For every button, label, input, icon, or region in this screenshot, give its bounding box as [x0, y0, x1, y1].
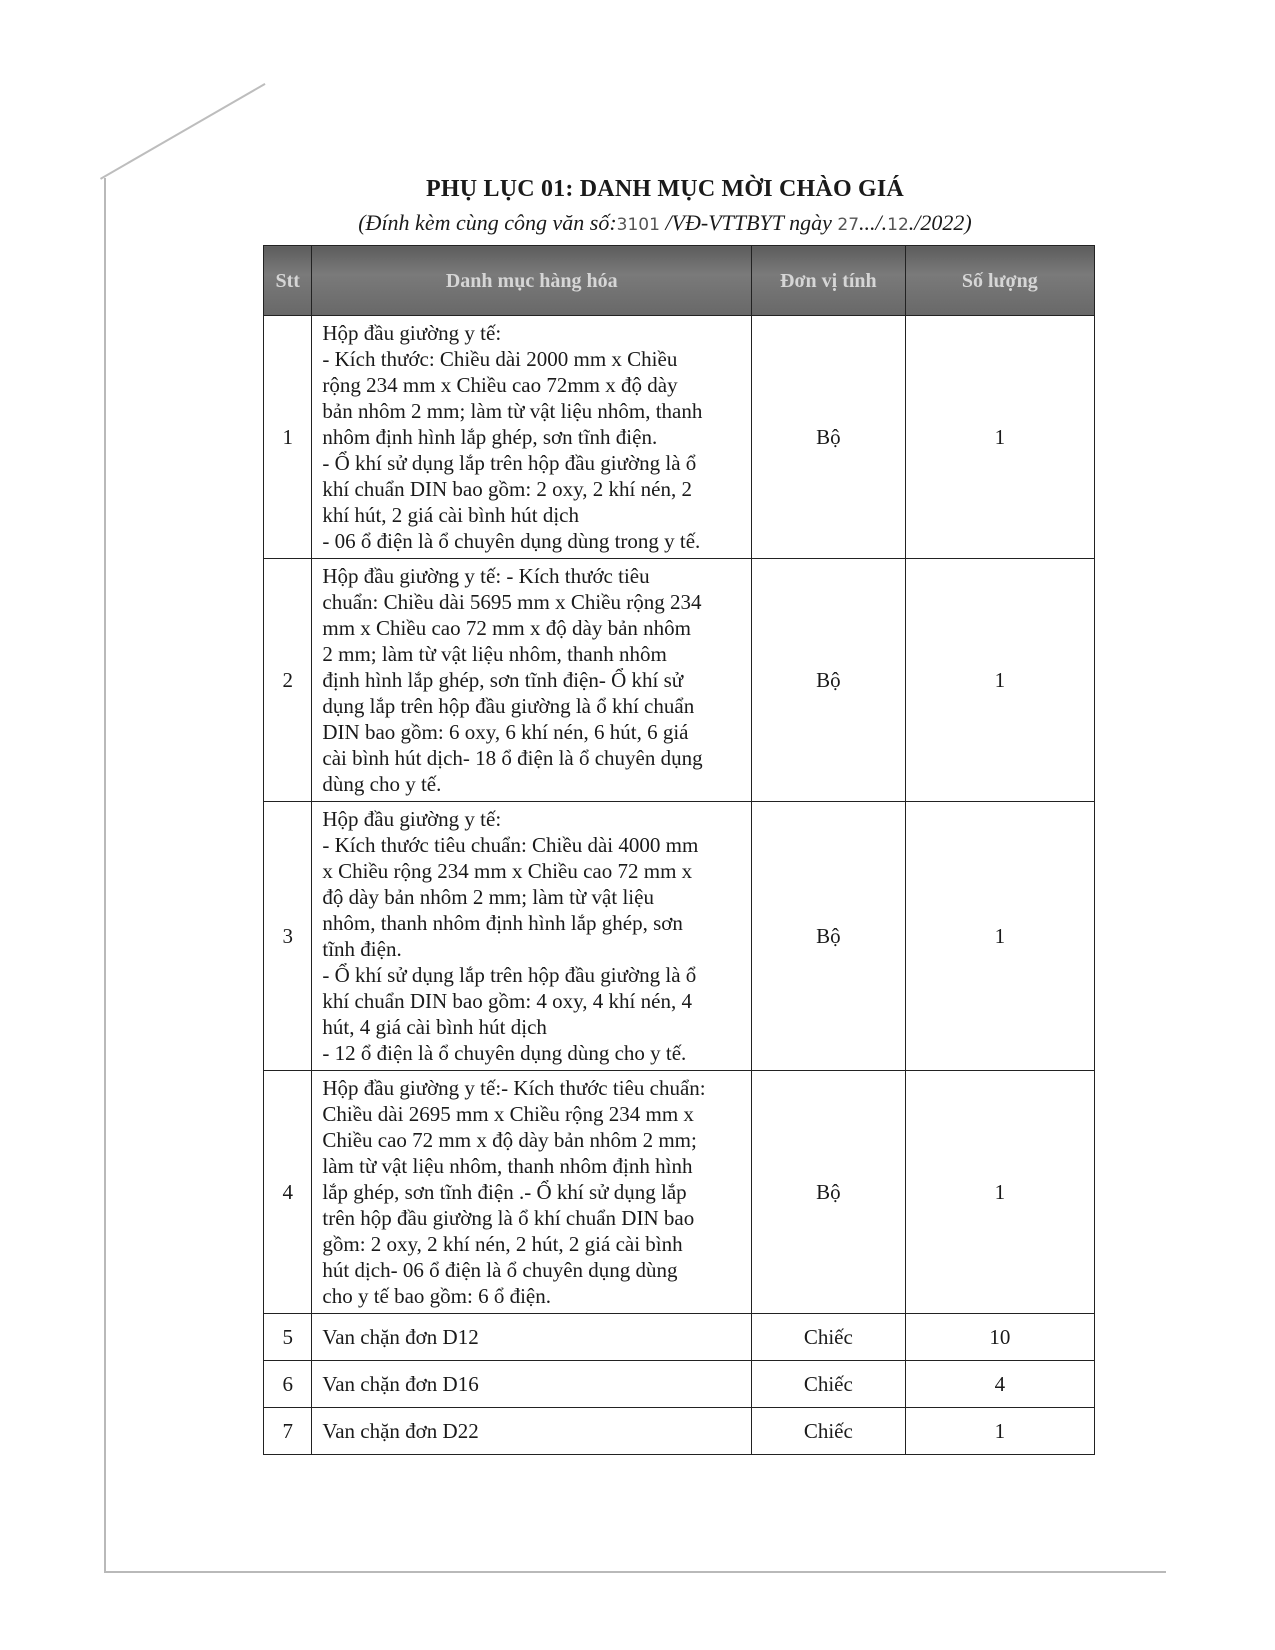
row-quantity: 1: [905, 802, 1094, 1071]
row-unit: Bộ: [752, 1071, 906, 1314]
row-stt: 5: [264, 1314, 312, 1361]
description-line: nhôm định hình lắp ghép, sơn tĩnh điện.: [322, 425, 658, 449]
description-line: Hộp đầu giường y tế:- Kích thước tiêu chuẩn:: [322, 1076, 706, 1100]
paper-edge-bottom: [104, 1571, 1166, 1573]
description-line: - Ổ khí sử dụng lắp trên hộp đầu giường là ổ: [322, 963, 697, 987]
description-line: cài bình hút dịch- 18 ổ điện là ổ chuyên dụng: [322, 746, 703, 770]
row-quantity: 1: [905, 1408, 1094, 1455]
row-description: [312, 1408, 752, 1455]
description-line: khí chuẩn DIN bao gồm: 4 oxy, 4 khí nén, 4: [322, 989, 692, 1013]
table-row: [264, 1314, 1095, 1361]
description-line: khí hút, 2 giá cài bình hút dịch: [322, 503, 579, 527]
row-quantity: 1: [905, 559, 1094, 802]
description-line: - Ổ khí sử dụng lắp trên hộp đầu giường là ổ: [322, 451, 697, 475]
description-line: khí chuẩn DIN bao gồm: 2 oxy, 2 khí nén, 2: [322, 477, 692, 501]
row-stt: 4: [264, 1071, 312, 1314]
subtitle-text-after: ./2022): [908, 210, 972, 235]
row-stt: 3: [264, 802, 312, 1071]
handwritten-document-number: 3101: [616, 215, 660, 235]
description-line: Van chặn đơn D22: [322, 1419, 479, 1443]
description-line: Hộp đầu giường y tế:: [322, 321, 502, 345]
description-line: độ dày bản nhôm 2 mm; làm từ vật liệu: [322, 885, 654, 909]
description-line: x Chiều rộng 234 mm x Chiều cao 72 mm x: [322, 859, 693, 883]
description-line: tĩnh điện.: [322, 937, 402, 961]
description-line: định hình lắp ghép, sơn tĩnh điện- Ổ khí sử: [322, 668, 684, 692]
row-stt: 1: [264, 316, 312, 559]
description-line: Hộp đầu giường y tế: - Kích thước tiêu: [322, 564, 650, 588]
description-line: cho y tế bao gồm: 6 ổ điện.: [322, 1284, 551, 1308]
row-unit: Bộ: [752, 559, 906, 802]
handwritten-month: 12: [887, 215, 909, 235]
description-line: làm từ vật liệu nhôm, thanh nhôm định hình: [322, 1154, 693, 1178]
description-line: dụng lắp trên hộp đầu giường là ổ khí chuẩn: [322, 694, 695, 718]
row-quantity: 4: [905, 1361, 1094, 1408]
description-line: Van chặn đơn D16: [322, 1372, 479, 1396]
row-quantity: 1: [905, 316, 1094, 559]
description-line: Hộp đầu giường y tế:: [322, 807, 502, 831]
row-unit: Bộ: [752, 316, 906, 559]
header-unit: Đơn vị tính: [752, 246, 906, 316]
header-stt: Stt: [264, 246, 312, 316]
row-description: [312, 1361, 752, 1408]
subtitle-date-separator: .../.: [859, 210, 888, 235]
row-description: [312, 1314, 752, 1361]
table-row: [264, 559, 1095, 802]
row-stt: 2: [264, 559, 312, 802]
table-row: [264, 316, 1095, 559]
description-line: nhôm, thanh nhôm định hình lắp ghép, sơn: [322, 911, 683, 935]
description-line: Chiều cao 72 mm x độ dày bản nhôm 2 mm;: [322, 1128, 697, 1152]
description-line: bản nhôm 2 mm; làm từ vật liệu nhôm, thanh: [322, 399, 703, 423]
table-row: [264, 1071, 1095, 1314]
description-line: hút, 4 giá cài bình hút dịch: [322, 1015, 547, 1039]
description-line: gồm: 2 oxy, 2 khí nén, 2 hút, 2 giá cài bình: [322, 1232, 683, 1256]
table-body: [264, 316, 1095, 1455]
table-row: [264, 802, 1095, 1071]
description-line: - 06 ổ điện là ổ chuyên dụng dùng trong y tế.: [322, 529, 701, 553]
document-subtitle: [0, 210, 1275, 236]
row-quantity: 1: [905, 1071, 1094, 1314]
description-line: mm x Chiều cao 72 mm x độ dày bản nhôm: [322, 616, 691, 640]
goods-table: [263, 245, 1095, 1455]
row-description: [312, 1071, 752, 1314]
row-unit: Bộ: [752, 802, 906, 1071]
description-line: trên hộp đầu giường là ổ khí chuẩn DIN bao: [322, 1206, 695, 1230]
row-description: [312, 802, 752, 1071]
subtitle-text-before: (Đính kèm cùng công văn số:: [358, 210, 617, 235]
description-line: hút dịch- 06 ổ điện là ổ chuyên dụng dùng: [322, 1258, 678, 1282]
description-line: 2 mm; làm từ vật liệu nhôm, thanh nhôm: [322, 642, 667, 666]
row-unit: Chiếc: [752, 1361, 906, 1408]
description-line: - Kích thước: Chiều dài 2000 mm x Chiều: [322, 347, 678, 371]
description-line: dùng cho y tế.: [322, 772, 442, 796]
description-line: - Kích thước tiêu chuẩn: Chiều dài 4000 mm: [322, 833, 699, 857]
subtitle-text-middle: /VĐ-VTTBYT ngày: [659, 210, 838, 235]
header-item: Danh mục hàng hóa: [312, 246, 752, 316]
description-line: chuẩn: Chiều dài 5695 mm x Chiều rộng 234: [322, 590, 702, 614]
document-title: PHỤ LỤC 01: DANH MỤC MỜI CHÀO GIÁ: [426, 176, 904, 202]
header-qty: Số lượng: [905, 246, 1094, 316]
row-stt: 7: [264, 1408, 312, 1455]
description-line: rộng 234 mm x Chiều cao 72mm x độ dày: [322, 373, 678, 397]
description-line: Van chặn đơn D12: [322, 1325, 479, 1349]
table-row: [264, 1408, 1095, 1455]
description-line: Chiều dài 2695 mm x Chiều rộng 234 mm x: [322, 1102, 694, 1126]
row-stt: 6: [264, 1361, 312, 1408]
table-row: [264, 1361, 1095, 1408]
row-description: [312, 559, 752, 802]
table-header-row: [264, 246, 1095, 316]
row-unit: Chiếc: [752, 1408, 906, 1455]
row-unit: Chiếc: [752, 1314, 906, 1361]
row-description: [312, 316, 752, 559]
description-line: DIN bao gồm: 6 oxy, 6 khí nén, 6 hút, 6 giá: [322, 720, 689, 744]
description-line: - 12 ổ điện là ổ chuyên dụng dùng cho y tế.: [322, 1041, 687, 1065]
handwritten-day: 27: [837, 215, 860, 235]
description-line: lắp ghép, sơn tĩnh điện .- Ổ khí sử dụng lắp: [322, 1180, 687, 1204]
paper-edge-left: [104, 178, 106, 1573]
row-quantity: 10: [905, 1314, 1094, 1361]
